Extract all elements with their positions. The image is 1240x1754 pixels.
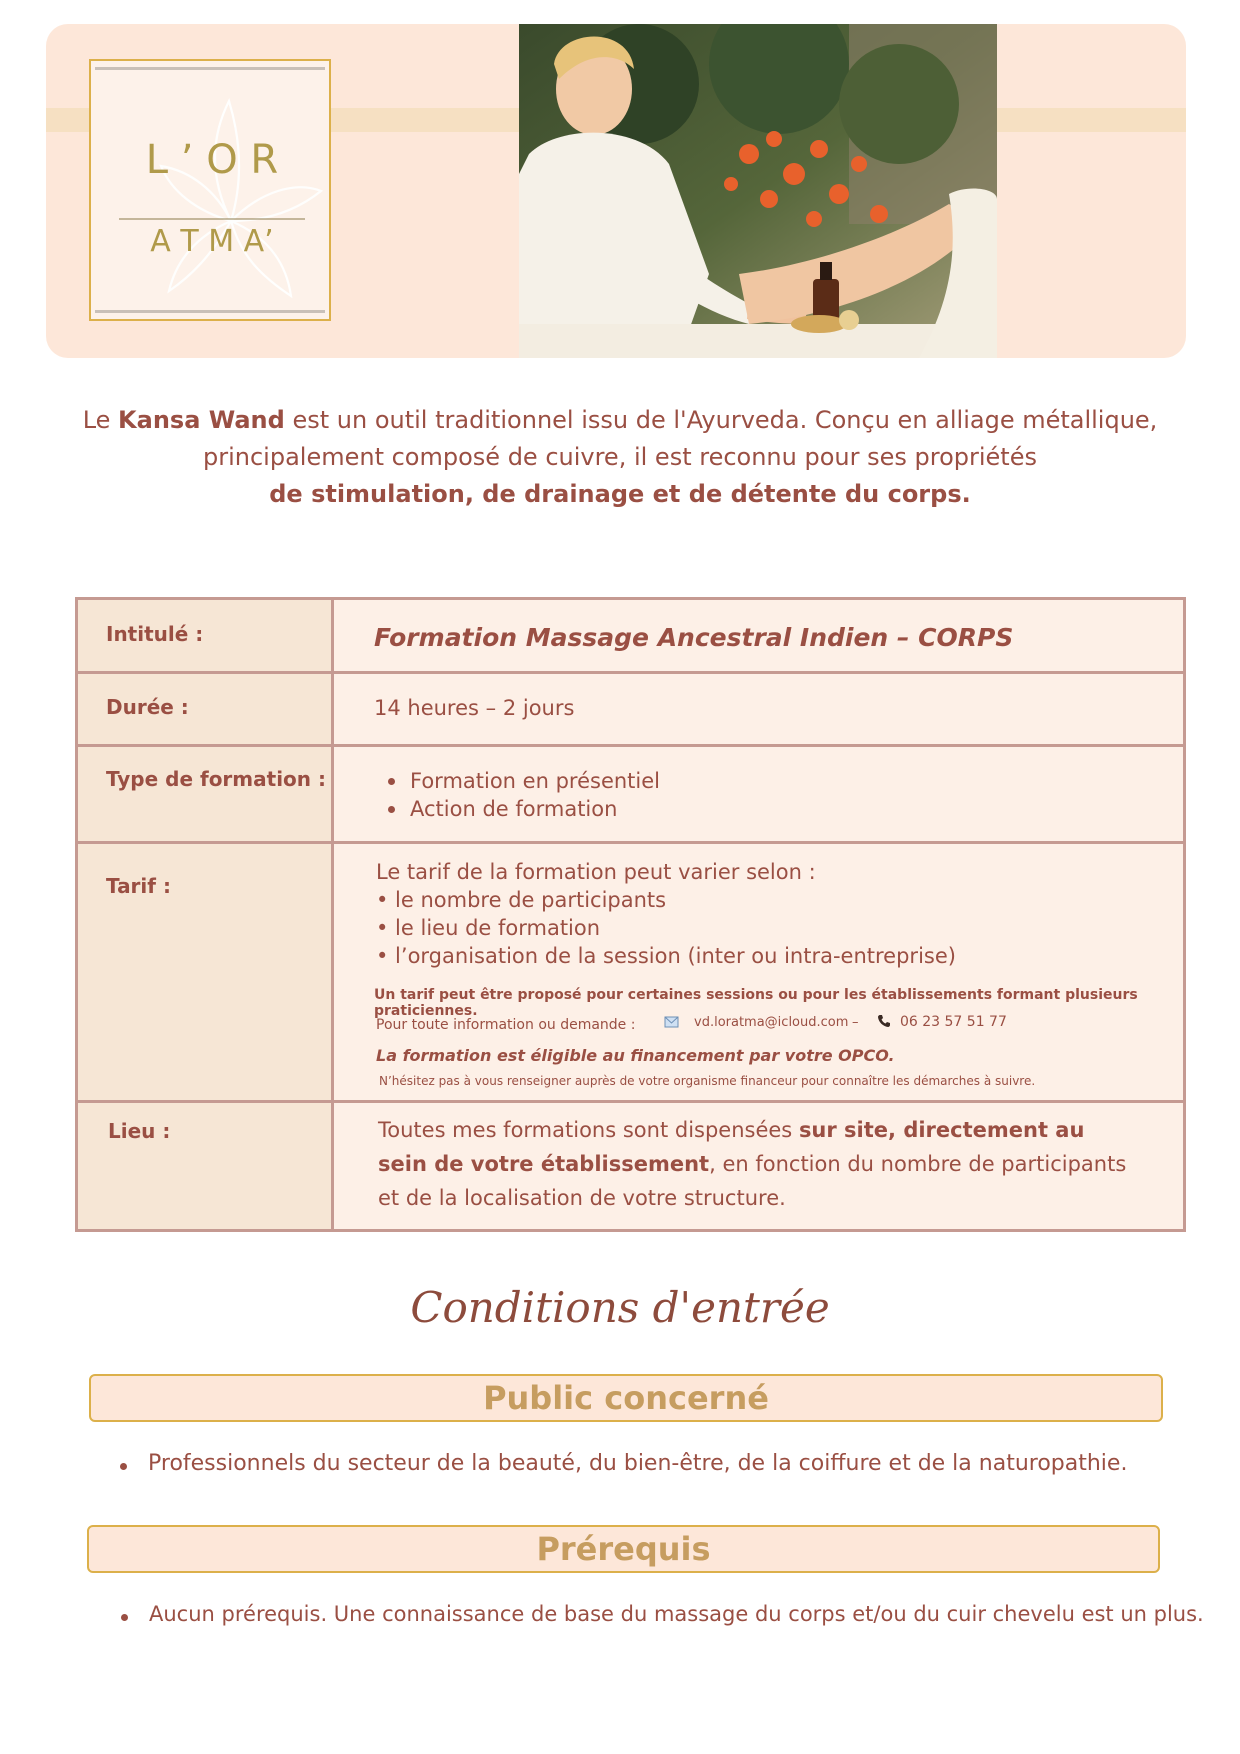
prereq-item: Aucun prérequis. Une connaissance de base du massage du corps et/ou du cuir chevelu est un plus. bbox=[121, 1602, 1204, 1626]
lieu-text-part: Toutes mes formations sont dispensées bbox=[378, 1118, 799, 1142]
table-row-duree bbox=[78, 674, 1183, 747]
contact-phone[interactable]: 06 23 57 51 77 bbox=[900, 1014, 1007, 1030]
intro-line-1 bbox=[60, 402, 1180, 439]
training-title: Formation Massage Ancestral Indien – CORPS bbox=[374, 623, 1014, 652]
contact-separator: – bbox=[852, 1015, 859, 1030]
type-label: Type de formation : bbox=[106, 767, 326, 791]
contact-intro: Pour toute information ou demande : bbox=[376, 1017, 636, 1033]
logo-text-bottom: A T M A’ bbox=[150, 224, 274, 259]
table-label-cell bbox=[78, 747, 334, 841]
type-list bbox=[382, 767, 660, 823]
intro-paragraph bbox=[60, 402, 1180, 513]
email-icon bbox=[664, 1014, 680, 1028]
opco-note: N’hésitez pas à vous renseigner auprès de votre organisme financeur pour connaître les démarches à suivre. bbox=[379, 1074, 1036, 1088]
logo bbox=[89, 59, 331, 321]
table-label-cell bbox=[78, 674, 334, 744]
lieu-text bbox=[378, 1113, 1138, 1215]
table-value-cell bbox=[334, 747, 1183, 841]
training-info-table bbox=[75, 597, 1186, 1232]
duree-label: Durée : bbox=[106, 695, 189, 719]
table-row-lieu bbox=[78, 1103, 1183, 1229]
tarif-lines bbox=[376, 858, 956, 970]
public-item: Professionnels du secteur de la beauté, du bien-être, de la coiffure et de la naturopathie. bbox=[120, 1451, 1127, 1476]
table-row-type bbox=[78, 747, 1183, 844]
header-banner bbox=[46, 24, 1186, 358]
table-label-cell bbox=[78, 844, 334, 1100]
conditions-title: Conditions d'entrée bbox=[410, 1283, 830, 1332]
prereq-heading: Prérequis bbox=[536, 1530, 711, 1568]
intro-brand: Kansa Wand bbox=[118, 406, 285, 434]
intro-line-2: principalement composé de cuivre, il est reconnu pour ses propriétés bbox=[203, 443, 1037, 471]
table-value-cell bbox=[334, 844, 1183, 1100]
table-label-cell bbox=[78, 1103, 334, 1229]
table-row-intitule bbox=[78, 600, 1183, 674]
massage-photo bbox=[519, 24, 997, 358]
tarif-label: Tarif : bbox=[106, 874, 171, 898]
flower-logo-icon bbox=[91, 61, 333, 323]
table-value-cell bbox=[334, 1103, 1183, 1229]
logo-text-top: L ’ O R bbox=[145, 137, 279, 183]
table-value-cell bbox=[334, 674, 1183, 744]
table-row-tarif bbox=[78, 844, 1183, 1103]
prereq-heading-box bbox=[87, 1525, 1160, 1573]
tarif-line: • le nombre de participants bbox=[376, 888, 667, 912]
public-heading: Public concerné bbox=[483, 1379, 769, 1417]
lieu-text-part: , en fonction du nombre de participants et de la localisation de votre structure. bbox=[378, 1152, 1127, 1210]
tarif-line: • le lieu de formation bbox=[376, 916, 601, 940]
public-heading-box bbox=[89, 1374, 1163, 1422]
table-value-cell bbox=[334, 600, 1183, 671]
list-item: Action de formation bbox=[382, 795, 660, 823]
duree-value: 14 heures – 2 jours bbox=[374, 696, 575, 720]
intro-text: Le bbox=[82, 406, 119, 434]
contact-email[interactable]: vd.loratma@icloud.com bbox=[694, 1015, 849, 1030]
intro-text: est un outil traditionnel issu de l'Ayurveda. Conçu en alliage métallique, bbox=[284, 406, 1158, 434]
intitule-label: Intitulé : bbox=[106, 622, 204, 646]
tarif-line: Le tarif de la formation peut varier selon : bbox=[376, 860, 816, 884]
table-label-cell bbox=[78, 600, 334, 671]
tarif-note: Un tarif peut être proposé pour certaines sessions ou pour les établissements formant plusieurs praticiennes. bbox=[374, 987, 1138, 1019]
opco-statement: La formation est éligible au financement par votre OPCO. bbox=[376, 1046, 895, 1065]
tarif-line: • l’organisation de la session (inter ou intra-entreprise) bbox=[376, 944, 956, 968]
lieu-label: Lieu : bbox=[108, 1119, 171, 1143]
list-item: Formation en présentiel bbox=[382, 767, 660, 795]
lieu-text-bold: sur site, directement au sein de votre établissement bbox=[378, 1118, 1085, 1176]
phone-icon bbox=[877, 1014, 891, 1028]
intro-line-3: de stimulation, de drainage et de détente du corps. bbox=[269, 480, 971, 508]
